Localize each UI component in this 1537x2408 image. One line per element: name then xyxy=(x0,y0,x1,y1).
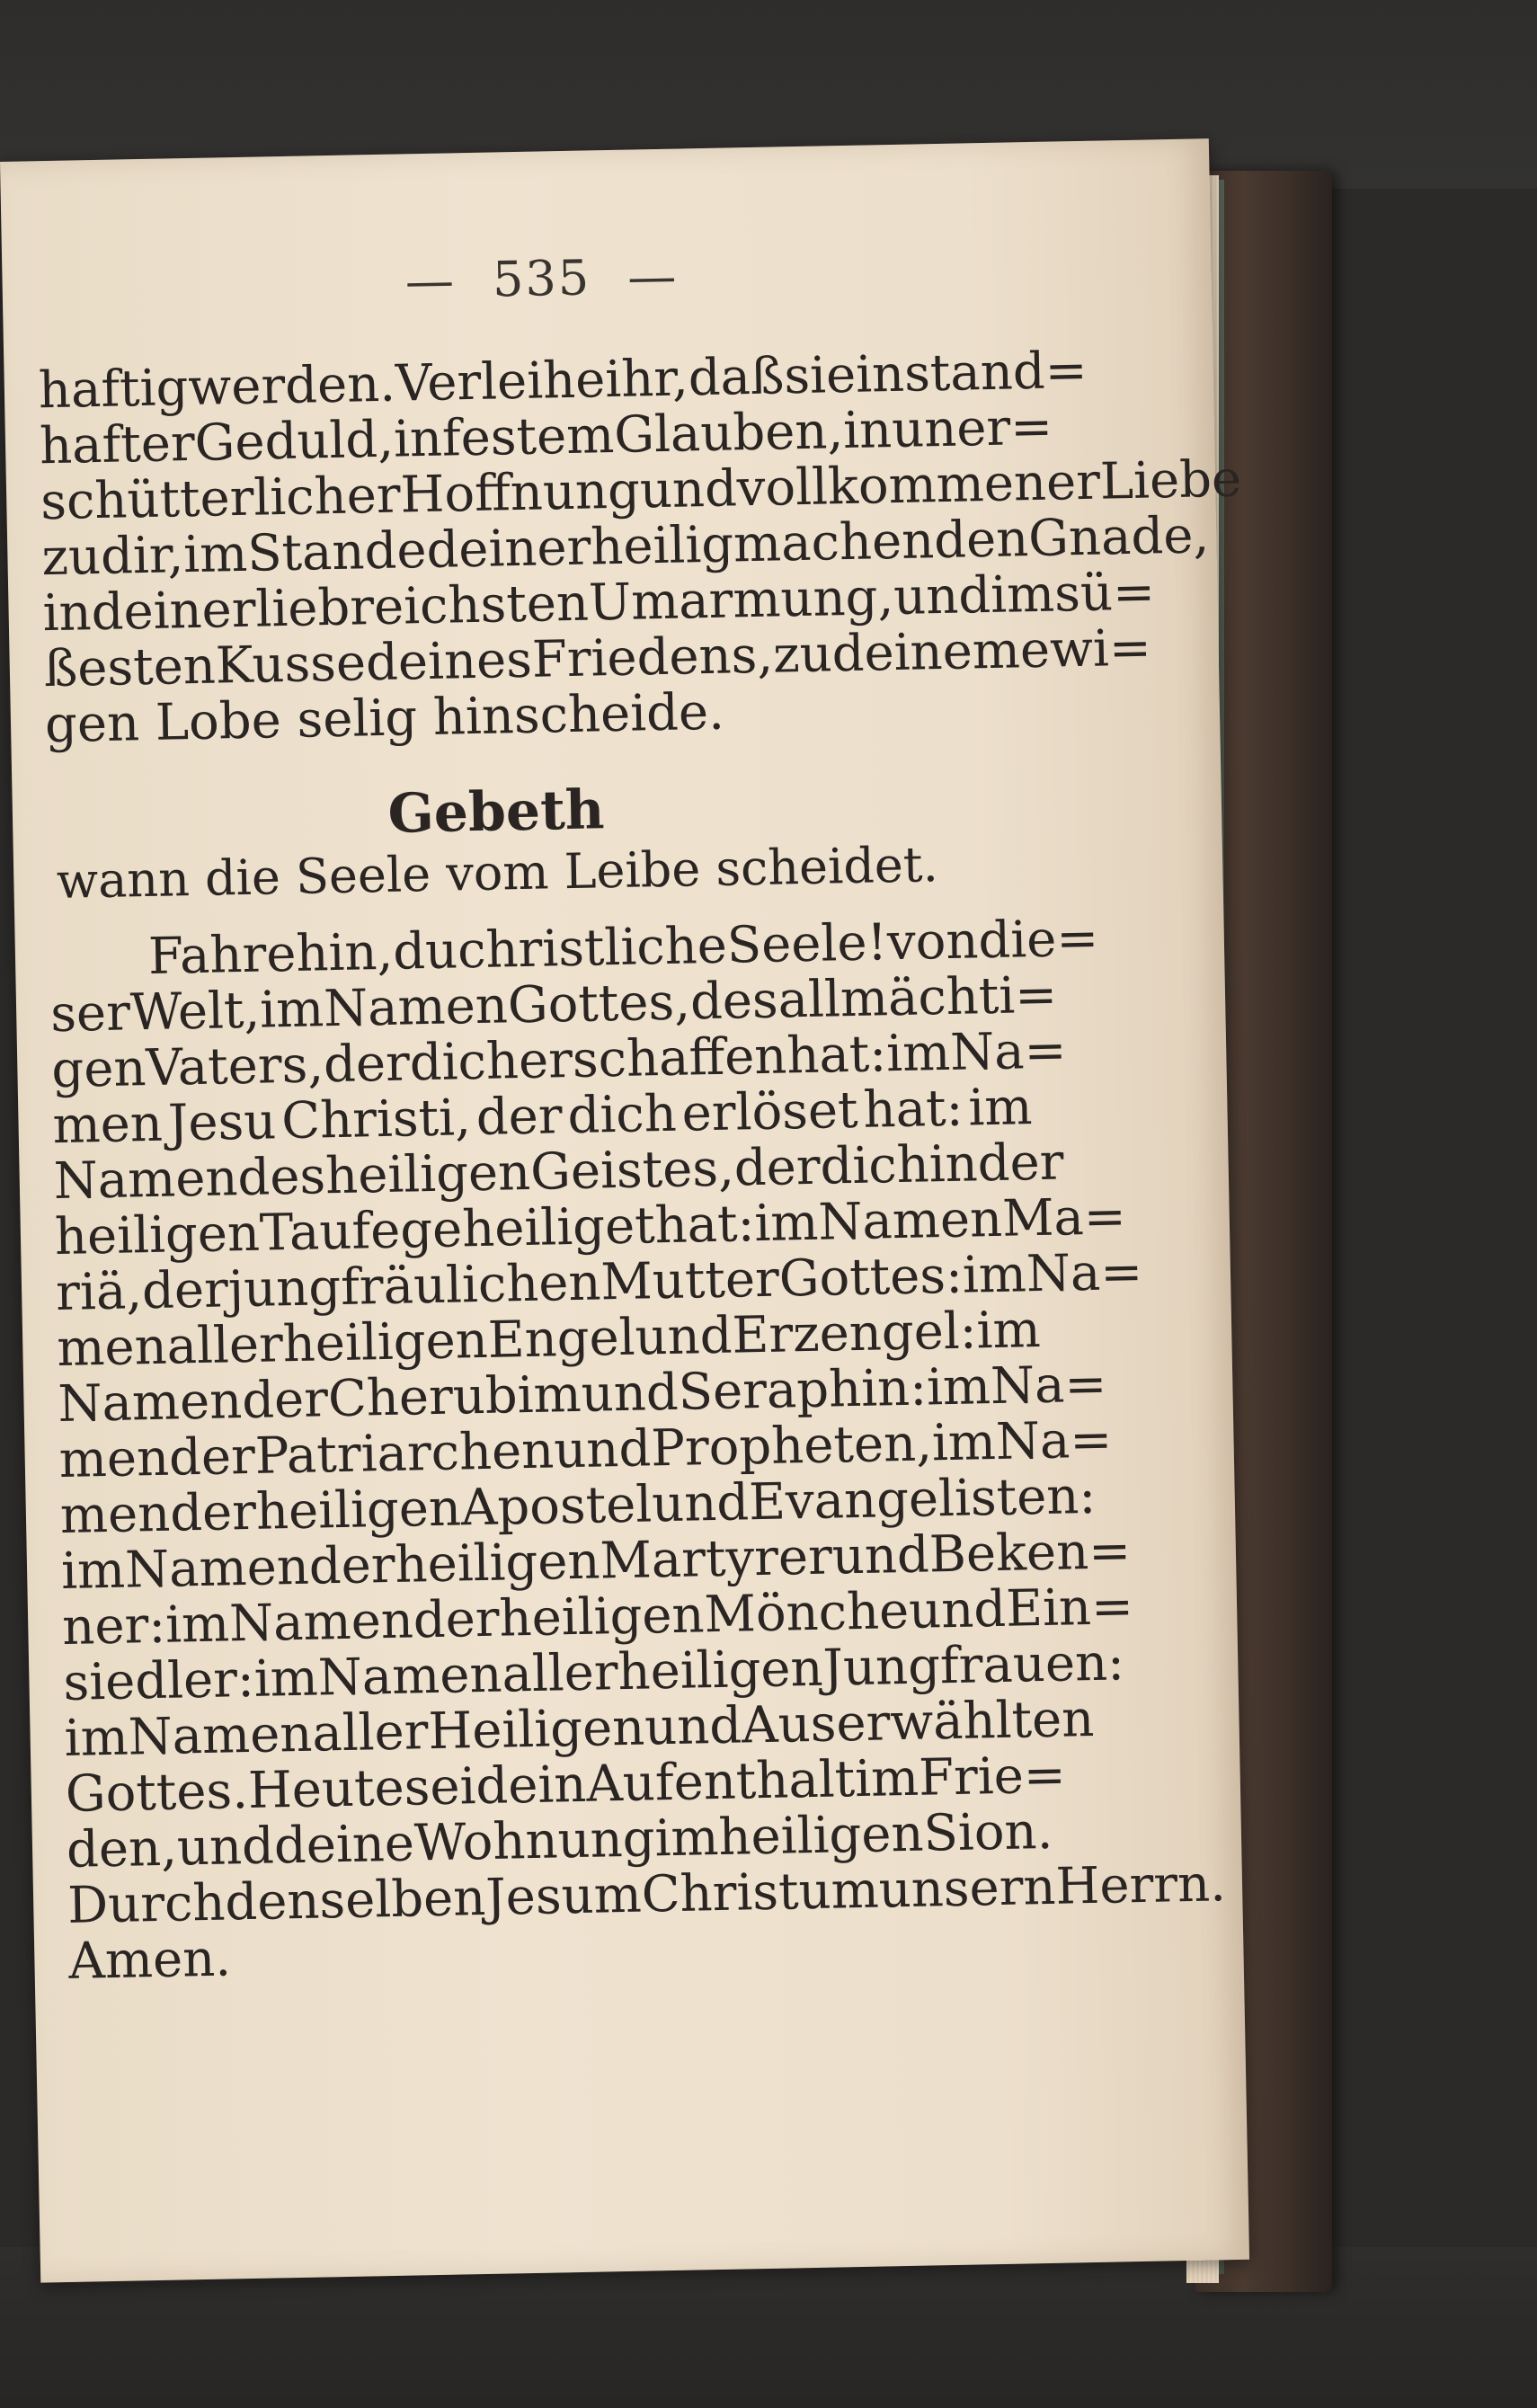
page-header xyxy=(2,240,1081,317)
text-line: men der heiligen Apostel und Evangelisten: xyxy=(59,1466,1097,1545)
text-line: ner: im Namen der heiligen Mönche und Ein= xyxy=(61,1577,1134,1657)
paragraph-continued xyxy=(38,341,1242,755)
prayer-title: Gebeth xyxy=(386,778,606,846)
book-page xyxy=(0,138,1249,2282)
text-line: men Jesu Christi, der dich erlöset hat: im xyxy=(51,1078,1034,1156)
page-number: 535 xyxy=(492,249,591,308)
text-line: ßesten Kusse deines Friedens, zu deinem ewi= xyxy=(43,618,1152,699)
text-line: den, und deine Wohnung im heiligen Sion. xyxy=(66,1801,1053,1879)
text-line: riä, der jungfräulichen Mutter Gottes: im Na= xyxy=(55,1242,1143,1323)
text-line: men aller heiligen Engel und Erzengel: im xyxy=(56,1301,1042,1379)
text-line: Fahre hin, du christliche Seele! von die= xyxy=(147,909,1099,986)
text-line: Gottes. Heute sei dein Aufenthalt im Frie= xyxy=(65,1746,1067,1824)
text-line: Namen der Cherubim und Seraphin: im Na= xyxy=(57,1355,1107,1435)
text-line: im Namen der heiligen Martyrer und Beken= xyxy=(60,1522,1132,1601)
text-line: zu dir, im Stande deiner heiligmachenden Gnade, xyxy=(40,506,1210,588)
text-line: Amen. xyxy=(67,1929,232,1991)
text-line: heiligen Taufe geheiliget hat: im Namen Ma= xyxy=(54,1187,1127,1267)
text-line: Namen des heiligen Geistes, der dich in der xyxy=(53,1133,1065,1212)
text-line: im Namen aller Heiligen und Auserwählten xyxy=(64,1689,1095,1768)
prayer-subtitle: wann die Seele vom Leibe scheidet. xyxy=(56,836,939,910)
text-line: siedler: im Namen aller heiligen Jungfrauen: xyxy=(62,1633,1125,1712)
header-dash-right: — xyxy=(626,247,679,306)
text-line: gen Vaters, der dich erschaffen hat: im Na= xyxy=(50,1021,1068,1100)
text-line: schütterlicher Hoffnung und vollkommener Liebe xyxy=(40,449,1242,532)
text-line: in deiner liebreichsten Umarmung, und im sü= xyxy=(42,563,1156,644)
text-line: gen Lobe selig hinscheide. xyxy=(44,682,725,755)
text-line: ser Welt, im Namen Gottes, des allmächti= xyxy=(49,965,1058,1044)
text-line: haftig werden. Verleihe ihr, daß sie in stand= xyxy=(38,341,1088,421)
header-dash-left: — xyxy=(404,252,457,310)
text-line: hafter Geduld, in festem Glauben, in uner= xyxy=(39,397,1053,476)
text-line: Durch denselben Jesum Christum unsern Herrn. xyxy=(67,1854,1227,1935)
text-line: men der Patriarchen und Propheten, im Na= xyxy=(58,1410,1113,1489)
prayer-paragraph xyxy=(49,909,1227,1991)
page-body xyxy=(38,341,1242,1991)
